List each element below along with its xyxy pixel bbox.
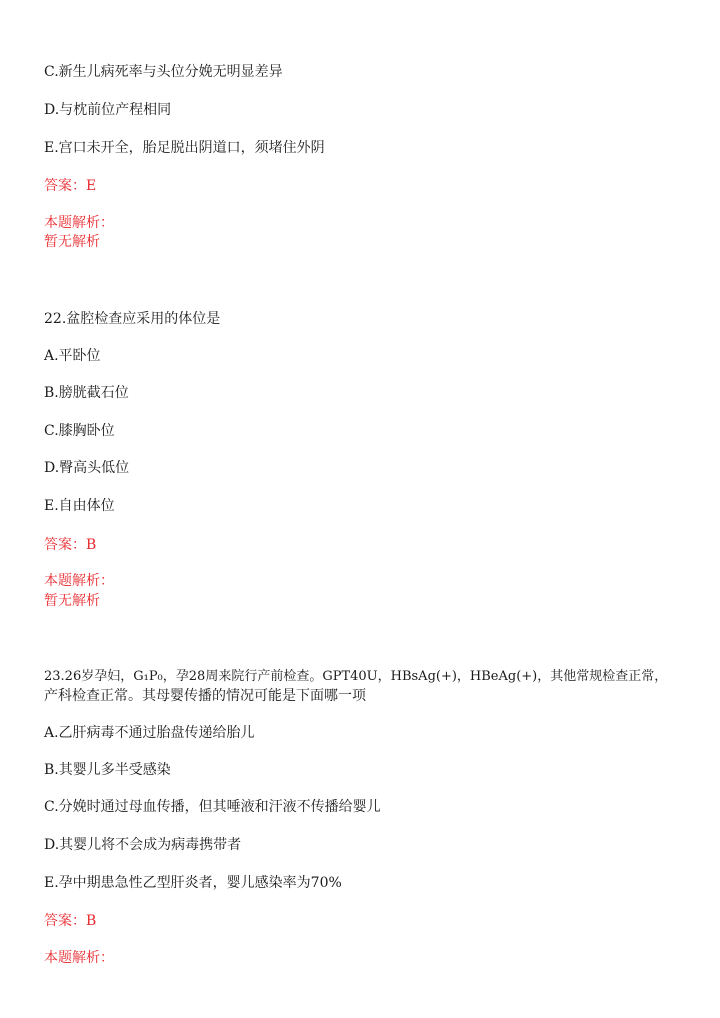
q21-analysis-text: 暂无解析 [44, 234, 100, 250]
q21-answer: 答案：E [44, 178, 97, 194]
q22-option-a: A.平卧位 [44, 348, 101, 364]
q23-option-e: E.孕中期患急性乙型肝炎者，婴儿感染率为70% [44, 875, 342, 891]
q22-option-b: B.膀胱截石位 [44, 385, 129, 401]
q23-option-d: D.其婴儿将不会成为病毒携带者 [44, 837, 242, 853]
q23-analysis-label: 本题解析： [44, 950, 114, 966]
q23-stem-line2: 产科检查正常。其母婴传播的情况可能是下面哪一项 [44, 688, 366, 704]
q23-option-c: C.分娩时通过母血传播，但其唾液和汗液不传播给婴儿 [44, 799, 381, 815]
q21-option-e: E.宫口未开全，胎足脱出阴道口，须堵住外阴 [44, 140, 325, 156]
q22-option-e: E.自由体位 [44, 498, 115, 514]
q22-stem: 22.盆腔检查应采用的体位是 [44, 311, 221, 327]
q21-analysis-label: 本题解析： [44, 215, 114, 231]
q23-option-b: B.其婴儿多半受感染 [44, 762, 171, 778]
q21-option-d: D.与枕前位产程相同 [44, 102, 172, 118]
q23-stem-line1: 23.26岁孕妇，G₁P₀，孕28周来院行产前检查。GPT40U，HBsAg(+)，HBeAg(+)，其他常规检查正常， [44, 669, 668, 684]
q21-option-c: C.新生儿病死率与头位分娩无明显差异 [44, 64, 283, 80]
q23-answer: 答案：B [44, 913, 97, 929]
q22-option-c: C.膝胸卧位 [44, 423, 115, 439]
q22-analysis-text: 暂无解析 [44, 593, 100, 609]
q23-option-a: A.乙肝病毒不通过胎盘传递给胎儿 [44, 725, 255, 741]
q22-option-d: D.臀高头低位 [44, 460, 130, 476]
q22-analysis-label: 本题解析： [44, 573, 114, 589]
q22-answer: 答案：B [44, 537, 97, 553]
